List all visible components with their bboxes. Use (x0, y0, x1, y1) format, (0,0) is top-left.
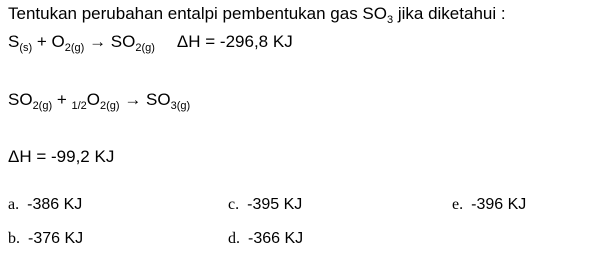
reaction-1 (8, 32, 293, 58)
option-c-letter: c. (228, 196, 240, 213)
r2-product: SO (146, 90, 171, 109)
question-text (8, 4, 506, 30)
r1-reactant-2-sub: 2(g) (64, 42, 85, 54)
option-a[interactable] (8, 195, 82, 215)
r1-arrow: → (84, 32, 111, 51)
r2-coefficient: 1/2 (71, 100, 87, 112)
delta-h-2: ΔH = -99,2 KJ (8, 147, 115, 166)
r1-product: SO (110, 32, 136, 51)
r1-plus: + (32, 32, 52, 51)
r2-product-sub: 3(g) (170, 100, 191, 112)
question-main: Tentukan perubahan entalpi pembentukan gas SO (8, 4, 387, 23)
option-e[interactable] (452, 195, 526, 215)
option-a-value: -386 KJ (27, 196, 83, 213)
option-d-value: -366 KJ (248, 230, 304, 247)
question-sub: 3 (387, 14, 394, 26)
r2-reactant-2-sub: 2(g) (100, 100, 120, 112)
r2-arrow: → (119, 90, 147, 109)
option-d[interactable] (228, 229, 303, 249)
r2-reactant-1-sub: 2(g) (32, 100, 53, 112)
option-c-value: -395 KJ (247, 196, 303, 213)
r1-reactant-1: S (8, 32, 20, 51)
r1-delta-h: ΔH = -296,8 KJ (176, 32, 293, 51)
option-c[interactable] (228, 195, 302, 215)
option-d-letter: d. (228, 230, 240, 247)
r2-plus: + (52, 90, 72, 109)
r2-reactant-2: O (86, 90, 101, 109)
r1-product-sub: 2(g) (135, 42, 155, 54)
option-e-value: -396 KJ (471, 196, 527, 213)
question-suffix: jika diketahui : (393, 4, 506, 23)
option-b-letter: b. (8, 230, 20, 247)
r2-reactant-1: SO (8, 90, 33, 109)
option-b-value: -376 KJ (28, 230, 84, 247)
option-b[interactable] (8, 229, 83, 249)
option-a-letter: a. (8, 196, 20, 213)
reaction-2 (8, 90, 190, 116)
option-e-letter: e. (452, 196, 464, 213)
r1-reactant-2: O (51, 32, 65, 51)
r1-reactant-1-sub: (s) (19, 42, 33, 54)
